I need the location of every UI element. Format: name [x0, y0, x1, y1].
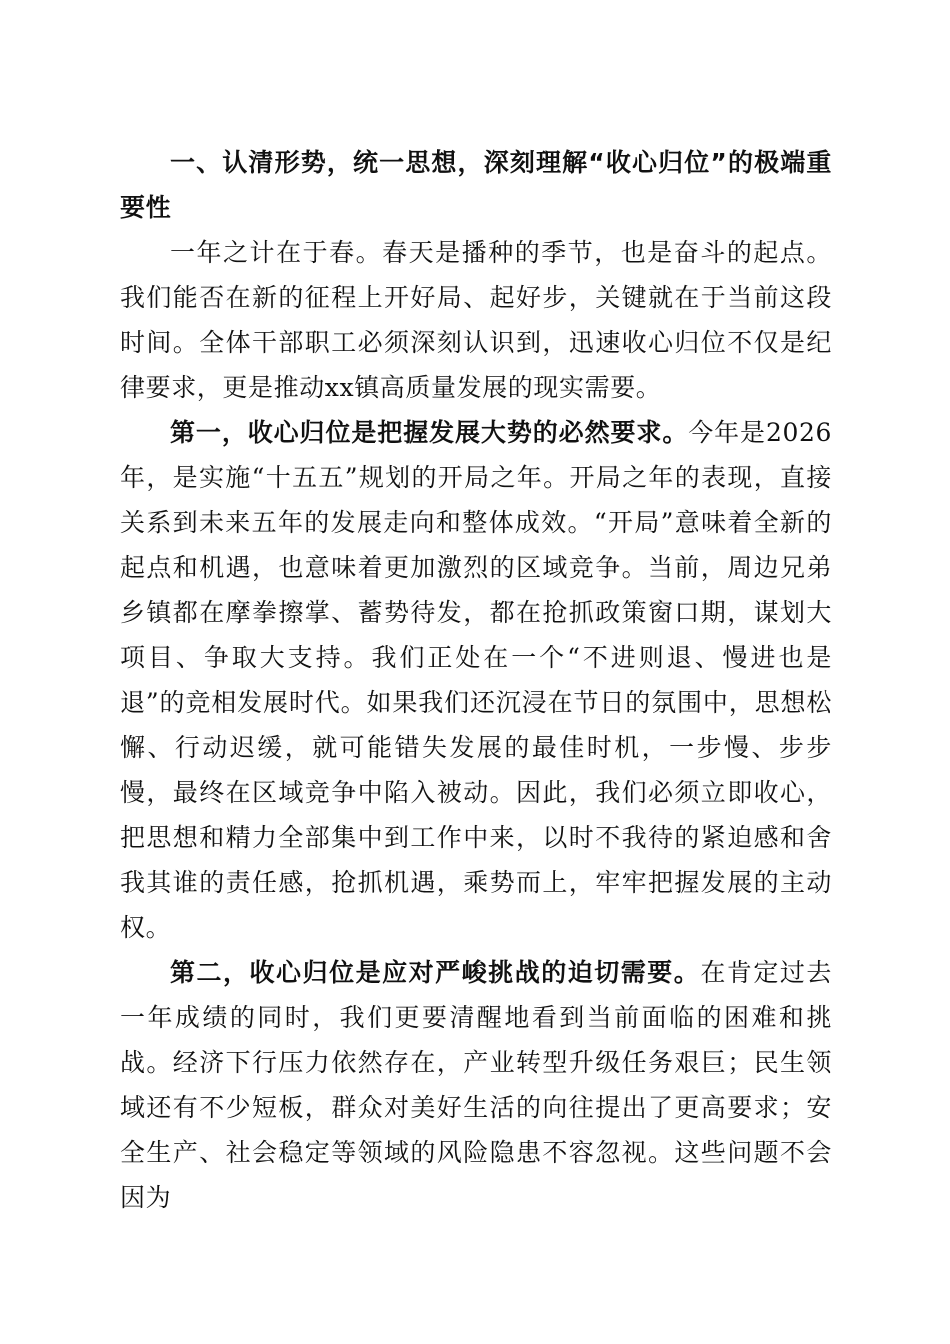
paragraph-intro [120, 230, 832, 410]
paragraph-first-point [120, 410, 832, 950]
paragraph-text: 一年之计在于春。春天是播种的季节，也是奋斗的起点。我们能否在新的征程上开好局、起好步，关键就在于当前这段时间。全体干部职工必须深刻认识到，迅速收心归位不仅是纪律要求，更是推动xx镇高质量发展的现实需要。 [120, 238, 832, 402]
document-body [120, 140, 832, 1220]
paragraph-text: 今年是2026年，是实施“十五五”规划的开局之年。开局之年的表现，直接关系到未来五年的发展走向和整体成效。“开局”意味着全新的起点和机遇，也意味着更加激烈的区域竞争。当前，周边兄弟乡镇都在摩拳擦掌、蓄势待发，都在抢抓政策窗口期，谋划大项目、争取大支持。我们正处在一个“不进则退、慢进也是退”的竞相发展时代。如果我们还沉浸在节日的氛围中，思想松懈、行动迟缓，就可能错失发展的最佳时机，一步慢、步步慢，最终在区域竞争中陷入被动。因此，我们必须立即收心，把思想和精力全部集中到工作中来，以时不我待的紧迫感和舍我其谁的责任感，抢抓机遇，乘势而上，牢牢把握发展的主动权。 [120, 418, 832, 942]
paragraph-lead: 第二，收心归位是应对严峻挑战的迫切需要。 [170, 958, 701, 987]
paragraph-lead: 第一，收心归位是把握发展大势的必然要求。 [170, 418, 689, 447]
paragraph-text: 在肯定过去一年成绩的同时，我们更要清醒地看到当前面临的困难和挑战。经济下行压力依然存在，产业转型升级任务艰巨；民生领域还有不少短板，群众对美好生活的向往提出了更高要求；安全生产、社会稳定等领域的风险隐患不容忽视。这些问题不会因为 [120, 958, 832, 1212]
paragraph-second-point [120, 950, 832, 1220]
section-heading: 一、认清形势，统一思想，深刻理解“收心归位”的极端重要性 [120, 148, 832, 222]
